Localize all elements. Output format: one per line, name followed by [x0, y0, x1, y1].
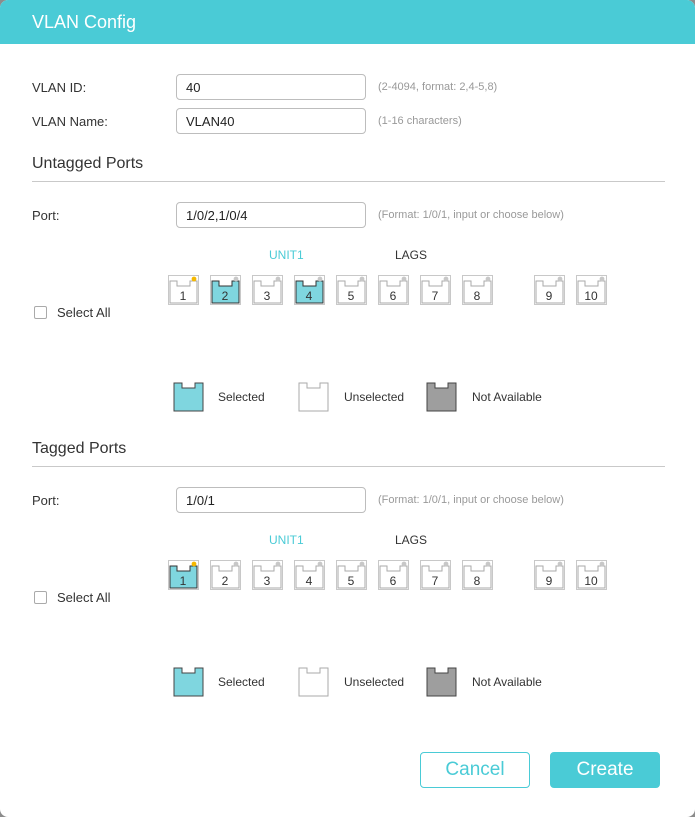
link-status-dot [486, 562, 491, 567]
link-status-dot [276, 277, 281, 282]
port-number: 8 [473, 289, 481, 303]
port-number: 4 [305, 574, 313, 588]
untagged-port-input[interactable] [176, 202, 366, 228]
vlan-name-hint: (1-16 characters) [378, 115, 462, 127]
tagged-select-all-label[interactable]: Select All [57, 590, 111, 605]
link-status-dot [234, 277, 239, 282]
link-status-dot [600, 277, 605, 282]
untagged-select-all-checkbox[interactable] [34, 306, 47, 319]
port-number: 6 [389, 574, 397, 588]
port-number: 8 [473, 574, 481, 588]
tagged-ports-title: Tagged Ports [32, 440, 127, 457]
port-7[interactable] [420, 275, 452, 305]
port-5[interactable] [336, 275, 368, 305]
link-status-dot [234, 562, 239, 567]
port-10[interactable] [576, 560, 608, 590]
link-status-dot [402, 562, 407, 567]
port-number: 3 [263, 289, 271, 303]
untagged-select-all-label[interactable]: Select All [57, 305, 111, 320]
link-status-dot [444, 562, 449, 567]
dialog-title: VLAN Config [32, 12, 137, 32]
link-status-dot [360, 277, 365, 282]
legend-not-available-icon [426, 667, 458, 697]
port-6[interactable] [378, 275, 410, 305]
tagged-port-input[interactable] [176, 487, 366, 513]
legend-selected-icon [173, 667, 205, 697]
port-5[interactable] [336, 560, 368, 590]
cancel-button[interactable]: Cancel [420, 752, 530, 788]
port-3[interactable] [252, 560, 284, 590]
link-status-dot [276, 562, 281, 567]
legend-unselected-label: Unselected [344, 675, 405, 689]
port-number: 10 [584, 289, 598, 303]
link-status-dot [444, 277, 449, 282]
link-status-dot [486, 277, 491, 282]
vlan-name-input[interactable] [176, 108, 366, 134]
dialog-header [0, 0, 695, 44]
link-status-dot [600, 562, 605, 567]
port-number: 10 [584, 574, 598, 588]
untagged-divider [32, 181, 665, 182]
untagged-lags-label[interactable]: LAGS [395, 248, 428, 262]
port-number: 6 [389, 289, 397, 303]
port-number: 4 [305, 289, 313, 303]
port-number: 3 [263, 574, 271, 588]
legend-not-available-icon [426, 382, 458, 412]
legend-selected-label: Selected [218, 675, 265, 689]
port-number: 7 [431, 289, 439, 303]
tagged-lags-label[interactable]: LAGS [395, 533, 428, 547]
port-10[interactable] [576, 275, 608, 305]
port-8[interactable] [462, 560, 494, 590]
legend-selected-label: Selected [218, 390, 265, 404]
port-1[interactable] [168, 275, 200, 305]
port-2[interactable] [210, 560, 242, 590]
tagged-port-hint: (Format: 1/0/1, input or choose below) [378, 494, 564, 506]
create-button[interactable]: Create [550, 752, 660, 788]
legend-unselected-icon [298, 382, 330, 412]
vlan-name-label: VLAN Name: [32, 114, 108, 129]
port-6[interactable] [378, 560, 410, 590]
untagged-port-label: Port: [32, 208, 60, 223]
port-4[interactable] [294, 275, 326, 305]
legend-unselected-icon [298, 667, 330, 697]
vlan-id-hint: (2-4094, format: 2,4-5,8) [378, 81, 498, 93]
port-number: 5 [347, 289, 355, 303]
link-status-dot [192, 562, 197, 567]
tagged-port-label: Port: [32, 493, 60, 508]
legend-selected-icon [173, 382, 205, 412]
untagged-port-hint: (Format: 1/0/1, input or choose below) [378, 209, 564, 221]
link-status-dot [318, 277, 323, 282]
port-9[interactable] [534, 560, 566, 590]
port-1[interactable] [168, 560, 200, 590]
port-number: 7 [431, 574, 439, 588]
vlan-id-input[interactable] [176, 74, 366, 100]
port-8[interactable] [462, 275, 494, 305]
legend-not-available-label: Not Available [472, 390, 542, 404]
link-status-dot [558, 277, 563, 282]
tagged-divider [32, 466, 665, 467]
link-status-dot [402, 277, 407, 282]
untagged-ports-title: Untagged Ports [32, 155, 144, 172]
port-3[interactable] [252, 275, 284, 305]
port-4[interactable] [294, 560, 326, 590]
untagged-unit-label[interactable]: UNIT1 [269, 248, 304, 262]
port-7[interactable] [420, 560, 452, 590]
port-number: 9 [545, 289, 553, 303]
port-9[interactable] [534, 275, 566, 305]
port-number: 5 [347, 574, 355, 588]
link-status-dot [192, 277, 197, 282]
tagged-select-all-checkbox[interactable] [34, 591, 47, 604]
legend-not-available-label: Not Available [472, 675, 542, 689]
legend-unselected-label: Unselected [344, 390, 405, 404]
link-status-dot [318, 562, 323, 567]
port-number: 2 [221, 574, 229, 588]
port-number: 9 [545, 574, 553, 588]
port-number: 2 [221, 289, 229, 303]
port-number: 1 [179, 574, 187, 588]
vlan-id-label: VLAN ID: [32, 80, 87, 95]
link-status-dot [360, 562, 365, 567]
tagged-unit-label[interactable]: UNIT1 [269, 533, 304, 547]
port-number: 1 [179, 289, 187, 303]
link-status-dot [558, 562, 563, 567]
port-2[interactable] [210, 275, 242, 305]
